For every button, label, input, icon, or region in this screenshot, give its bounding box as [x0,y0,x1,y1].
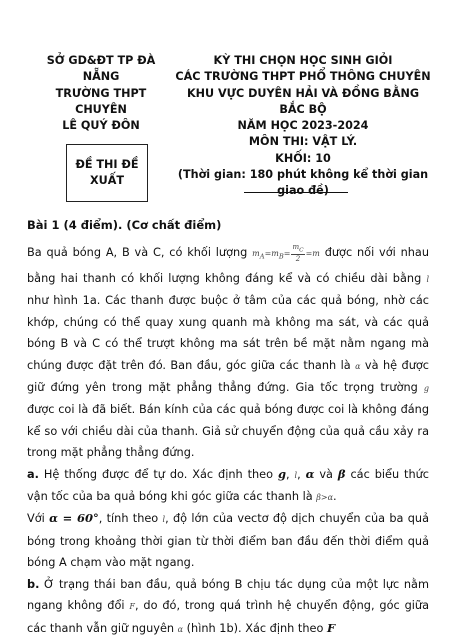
header-right-exam-info [172,53,434,200]
header-left-line: LÊ QUÝ ĐÔN [62,119,140,133]
fraction-numerator [291,243,304,255]
math-subscript: A [259,252,265,261]
math-expression: α = 60° [49,511,99,526]
header-left-line: SỞ GD&ĐT TP ĐÀ [46,54,156,67]
text: , [297,467,306,481]
math-symbol: m [252,249,260,258]
text: (hình 1b). Xác định theo [183,621,327,635]
math-subscript: C [299,247,304,254]
paragraph-intro [27,242,429,464]
math-symbol: F [326,620,336,635]
fraction-denominator: 2 [295,255,301,264]
math-symbol: l [294,470,298,480]
math-mass-expression [252,249,291,261]
math-symbol: g [423,384,429,394]
text: được coi là đã biết. Bán kính của các quả bóng được coi là không đáng kể so với chiều dài của thanh. Giả sử chuyển động của quả cầu xảy ra trong mặt phẳng thẳng đứng. [27,403,429,460]
math-symbol: m [292,242,300,251]
text: và [314,467,338,481]
text: Ba quả bóng A, B và C, có khối lượng [27,246,253,259]
math-symbol: =m [264,249,279,258]
math-symbol: α [177,624,184,634]
math-symbol: β [337,466,346,481]
header-right-line: KHỐI: 10 [275,151,331,165]
header-left-line: NẴNG [82,70,120,84]
header-right-line: BẮC BỘ [279,102,327,116]
text: và hệ được giữ đứng yên trong mặt phẳng thẳng đứng. Gia tốc trọng trường [27,358,429,395]
proposed-exam-line: XUẤT [89,174,124,187]
math-symbol: g [277,466,286,481]
proposed-exam-box [66,144,148,202]
part-label: b. [27,577,40,591]
paragraph-part-b [27,574,429,640]
header-left-school [40,53,162,134]
header-divider [244,192,348,193]
header-right-line: (Thời gian: 180 phút không kể thời gian [177,168,429,182]
part-label: a. [27,467,39,481]
text: , [286,467,295,481]
text: , do đó, trong quá trình hệ chuyển động, góc giữa các thanh vẫn giữ nguyên [27,599,429,635]
header-right-line: giao đề) [277,184,329,198]
paragraph-displacement [27,508,429,573]
text: như hình 1a. Các thanh được buộc ở tâm của các quả bóng, nhờ các khớp, chúng có thể quay xung quanh mà không ma sát, và các quả bóng B và C có thể trượt không ma sát trên bề mặt nằm ngang mà chúng được đặt trên đó. Ban đầu, góc giữa các thanh là [27,294,429,372]
math-symbol: = [283,249,291,258]
header-left-line: TRƯỜNG THPT [55,86,147,100]
header-right-line: CÁC TRƯỜNG THPT PHỔ THÔNG CHUYÊN [175,70,431,84]
proposed-exam-line: ĐỀ THI ĐỀ [75,158,139,171]
math-symbol: β>α [316,493,333,503]
header-right-line: NĂM HỌC 2023-2024 [237,119,369,133]
text: , tính theo [98,512,163,526]
text: . [332,490,337,504]
math-symbol: l [162,515,166,525]
text: được nối với nhau bằng hai thanh có khối lượng không đáng kể và có chiều dài bằng [27,246,429,285]
header-right-line: KỲ THI CHỌN HỌC SINH GIỎI [213,54,393,67]
math-symbol: =m [305,249,320,258]
problem-title: Bài 1 (4 điểm). (Cơ chất điểm) [27,218,222,232]
text: các biểu thức vận tốc của ba quả bóng khi góc giữa các thanh là [27,467,430,504]
problem-content [27,218,429,640]
header-left-line: CHUYÊN [75,102,127,116]
math-symbol: F [129,602,135,612]
math-symbol: l [426,275,429,284]
math-symbol: α [305,466,315,481]
header-right-line: KHU VỰC DUYÊN HẢI VÀ ĐỒNG BẰNG [186,86,420,100]
math-fraction [291,243,304,263]
math-symbol: α [355,361,361,371]
paragraph-part-a [27,464,429,509]
header-right-line: MÔN THI: VẬT LÝ. [248,135,358,149]
text: Với [27,512,50,526]
text: , độ lớn của vectơ độ dịch chuyển của ba quả bóng trong khoảng thời gian từ thời điểm ban đầu đến thời điểm quả bóng A chạm vào mặt ngang. [27,512,430,570]
text: Hệ thống được để tự do. Xác định theo [38,467,278,481]
text: Ở trạng thái ban đầu, quả bóng B chịu tác dụng của một lực nằm ngang không đổi [27,577,429,613]
math-subscript: B [278,252,284,261]
